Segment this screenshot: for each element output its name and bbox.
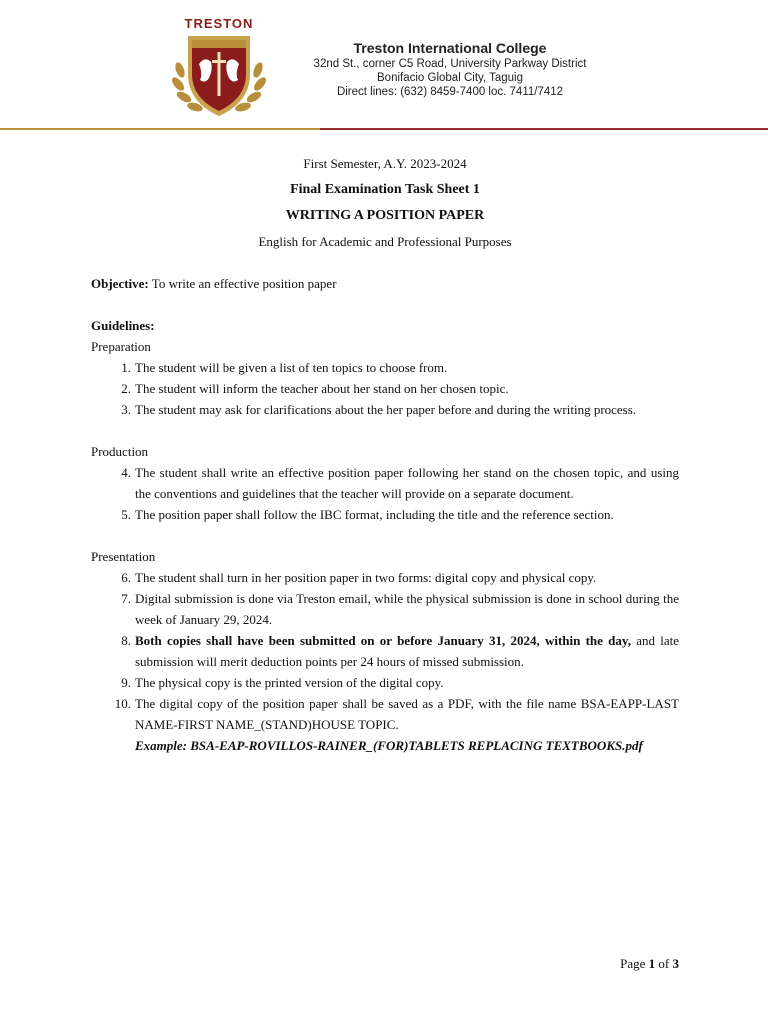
list-item [91, 693, 679, 756]
item-text: The student shall write an effective position paper following her stand on the chosen topic, and using the conventions and guidelines that the teacher will provide on a separate document. [135, 465, 679, 501]
item-text: The position paper shall follow the IBC format, including the title and the reference section. [135, 507, 614, 522]
item-text: The student will inform the teacher about her stand on her chosen topic. [135, 381, 509, 396]
task-sheet-title: Final Examination Task Sheet 1 [290, 182, 480, 197]
item-text: The physical copy is the printed version of the digital copy. [135, 675, 444, 690]
list-item [91, 672, 679, 693]
college-info [300, 39, 600, 99]
deadline-text: Both copies shall have been submitted on or before January 31, 2024, within the day, [135, 633, 631, 648]
item-text: The student shall turn in her position paper in two forms: digital copy and physical copy. [135, 570, 597, 585]
crest-icon [166, 30, 272, 120]
page-number [560, 956, 679, 972]
list-item [91, 462, 679, 504]
college-name: Treston International College [353, 40, 547, 56]
header-divider-gold [0, 128, 320, 130]
item-text: Digital submission is done via Treston email, while the physical submission is done in school during the week of January 29, 2024. [135, 591, 679, 627]
item-number: 6. [121, 570, 131, 585]
header-divider [0, 128, 768, 130]
section-production-label: Production [91, 444, 149, 459]
item-number: 4. [121, 465, 131, 480]
page-word: Page [620, 956, 649, 971]
preparation-list [91, 357, 679, 420]
item-text: The digital copy of the position paper shall be saved as a PDF, with the file name BSA-EAPP-LAST NAME-FIRST NAME_(STAND)HOUSE TOPIC. [135, 696, 679, 732]
filename-example: Example: BSA-EAP-ROVILLOS-RAINER_(FOR)TABLETS REPLACING TEXTBOOKS.pdf [135, 738, 643, 753]
list-item [91, 630, 679, 672]
letterhead [0, 0, 768, 130]
spacer [91, 525, 679, 546]
production-list [91, 462, 679, 525]
list-item [91, 588, 679, 630]
list-item [91, 399, 679, 420]
list-item [91, 567, 679, 588]
item-number: 9. [121, 675, 131, 690]
address-line-1: 32nd St., corner C5 Road, University Parkway District [313, 58, 587, 70]
paper-title: WRITING A POSITION PAPER [285, 208, 485, 223]
logo-wordmark: TRESTON [184, 16, 254, 31]
document-body [91, 154, 679, 756]
guidelines-heading: Guidelines: [91, 318, 155, 333]
section-presentation-label: Presentation [91, 549, 156, 564]
item-text: The student may ask for clarifications about the her paper before and during the writing process. [135, 402, 637, 417]
item-number: 7. [121, 591, 131, 606]
item-number: 8. [121, 633, 131, 648]
page-current: 1 [648, 956, 656, 971]
address-line-2: Bonifacio Global City, Taguig [377, 72, 523, 84]
objective-text: To write an effective position paper [148, 276, 337, 291]
presentation-list [91, 567, 679, 756]
item-number: 1. [121, 360, 131, 375]
header-divider-red [320, 128, 768, 130]
item-number: 5. [121, 507, 131, 522]
item-text: The student will be given a list of ten topics to choose from. [135, 360, 448, 375]
list-item [91, 378, 679, 399]
page-of: of [655, 956, 673, 971]
objective-label: Objective: [91, 276, 149, 291]
spacer [91, 420, 679, 441]
page-total: 3 [672, 956, 679, 971]
item-number: 2. [121, 381, 131, 396]
list-item [91, 504, 679, 525]
objective [91, 274, 679, 294]
list-item [91, 357, 679, 378]
college-logo [166, 16, 272, 120]
semester-line: First Semester, A.Y. 2023-2024 [303, 156, 467, 171]
item-number: 10. [114, 696, 131, 711]
item-number: 3. [121, 402, 131, 417]
direct-lines: Direct lines: (632) 8459-7400 loc. 7411/7412 [336, 86, 564, 98]
subject-line: English for Academic and Professional Purposes [258, 234, 512, 249]
item-text: and late submission will merit deduction points per 24 hours of missed submission. [135, 633, 679, 669]
section-preparation-label: Preparation [91, 339, 151, 354]
